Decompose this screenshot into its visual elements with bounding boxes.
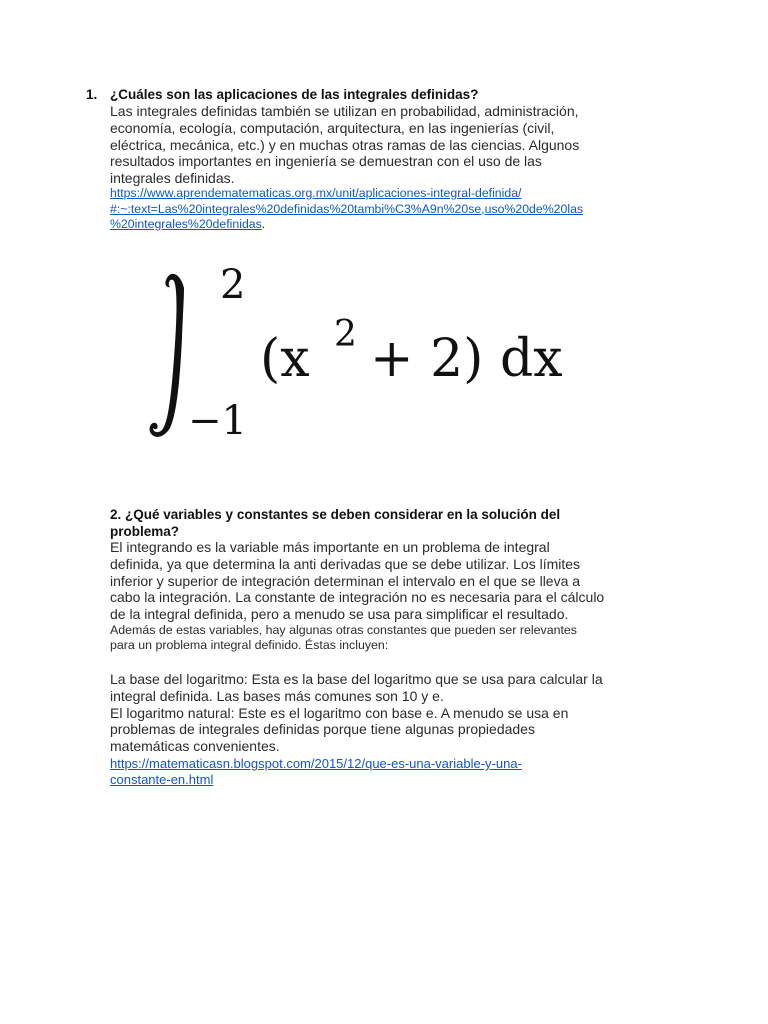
answer-line: El integrando es la variable más importante en un problema de integral xyxy=(110,539,550,555)
constants-line: integral definida. Las bases más comunes son 10 y e. xyxy=(110,687,444,704)
question-1-title xyxy=(86,86,726,103)
formula-rest: + 2) dx xyxy=(370,329,563,389)
lower-limit: −1 xyxy=(188,398,247,444)
note-line: Además de estas variables, hay algunas otras constantes que pueden ser relevantes xyxy=(110,623,578,637)
question-2-note xyxy=(110,623,670,653)
link-period: . xyxy=(261,217,266,231)
question-1-number: 1. xyxy=(86,87,98,102)
question-2-title xyxy=(110,506,670,540)
question-1-source-link[interactable] xyxy=(110,186,583,233)
question-2-constants xyxy=(110,671,670,755)
source-link-line[interactable]: https://www.aprendematematicas.org.mx/unit/aplicaciones-integral-definida/ xyxy=(110,186,522,200)
question-2-title-line: problema? xyxy=(110,524,180,539)
source-link-line[interactable]: constante-en.html xyxy=(110,772,214,787)
source-link-line[interactable]: %20integrales%20definidas xyxy=(110,217,262,231)
question-2-source-link[interactable] xyxy=(110,756,522,788)
answer-line: inferior y superior de integración determinan el intervalo en el que se lleva a xyxy=(110,572,581,589)
note-line: para un problema integral definido. Éstas incluyen: xyxy=(110,638,389,652)
formula-open: (x xyxy=(260,329,310,389)
answer-line: cabo la integración. La constante de integración no es necesaria para el cálculo xyxy=(110,589,605,606)
constants-line: La base del logaritmo: Esta es la base del logaritmo que se usa para calcular la xyxy=(110,671,603,687)
answer-line: de la integral definida, pero a menudo se usa para simplificar el resultado. xyxy=(110,606,569,623)
upper-limit: 2 xyxy=(220,262,246,308)
constants-line: matemáticas convenientes. xyxy=(110,738,280,755)
question-1-answer xyxy=(110,103,670,187)
question-2-answer xyxy=(110,539,670,623)
answer-line: Las integrales definidas también se utilizan en probabilidad, administración, xyxy=(110,103,579,119)
answer-line: economía, ecología, computación, arquitectura, en las ingenierías (civil, xyxy=(110,119,555,136)
answer-line: definida, ya que determina la anti derivadas que se debe utilizar. Los límites xyxy=(110,555,581,572)
answer-line: resultados importantes en ingeniería se demuestran con el uso de las xyxy=(110,153,542,170)
question-2-title-line: 2. ¿Qué variables y constantes se deben considerar en la solución del xyxy=(110,507,561,522)
constants-line: El logaritmo natural: Este es el logaritmo con base e. A menudo se usa en xyxy=(110,704,569,721)
integral-formula xyxy=(140,258,640,448)
integral-sign xyxy=(150,274,184,437)
answer-line: integrales definidas. xyxy=(110,170,235,187)
answer-line: eléctrica, mecánica, etc.) y en muchas otras ramas de las ciencias. Algunos xyxy=(110,136,580,153)
source-link-line[interactable]: #:~:text=Las%20integrales%20definidas%20tambi%C3%A9n%20se,uso%20de%20las xyxy=(110,201,584,216)
question-1-text: ¿Cuáles son las aplicaciones de las integrales definidas? xyxy=(110,87,479,102)
formula-exponent: 2 xyxy=(334,314,357,355)
constants-line: problemas de integrales definidas porque tiene algunas propiedades xyxy=(110,721,535,738)
source-link-line[interactable]: https://matematicasn.blogspot.com/2015/12/que-es-una-variable-y-una- xyxy=(110,756,522,771)
